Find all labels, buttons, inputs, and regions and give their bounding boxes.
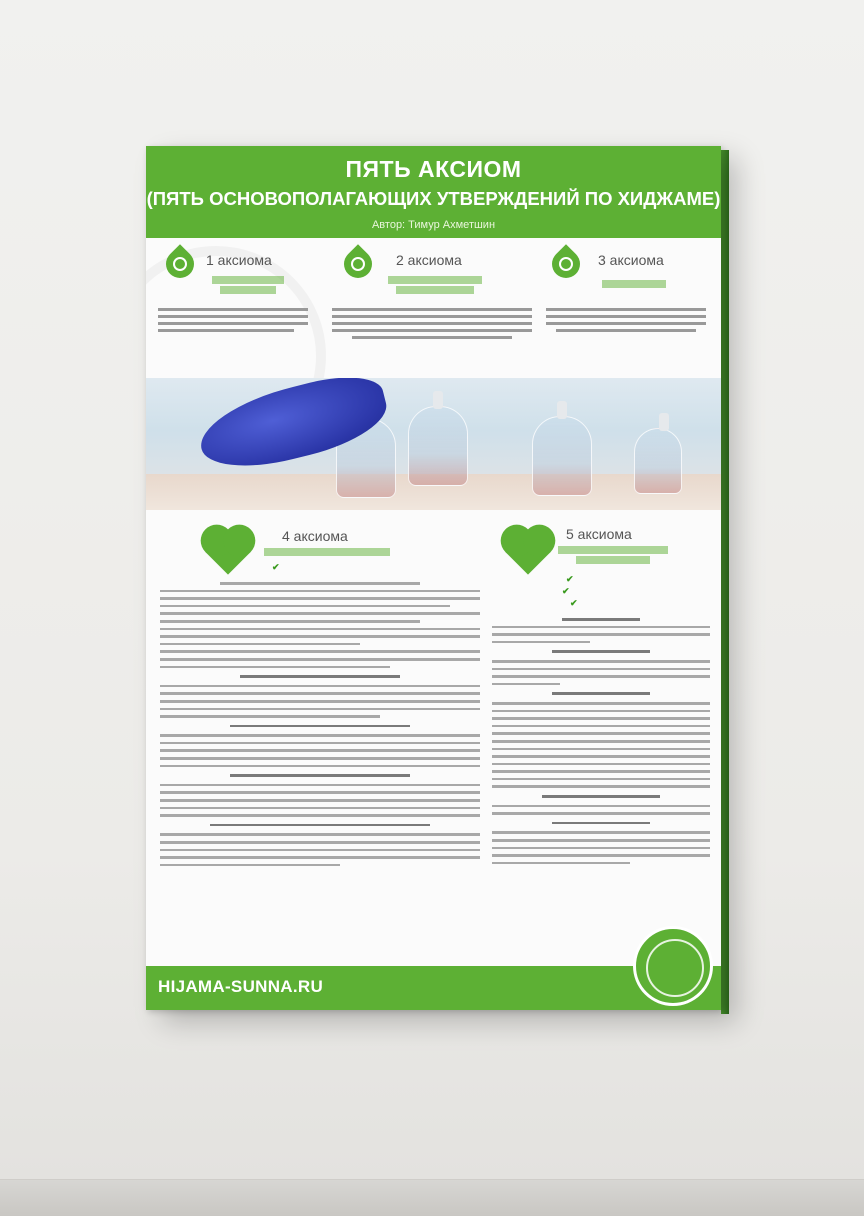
axiom-5-text: [492, 616, 710, 956]
seal-emblem: [633, 926, 713, 1006]
axiom-1-subtitle: [202, 274, 294, 296]
axiom-5-subtitle: [558, 544, 668, 566]
cup-image: [408, 406, 468, 486]
hijama-photo: [146, 378, 721, 510]
axiom-4-subtitle: [264, 546, 390, 558]
poster-author: Автор: Тимур Ахметшин: [371, 219, 496, 231]
cup-image: [634, 428, 682, 494]
check-icon: ✔: [272, 562, 280, 572]
site-url: HIJAMA-SUNNA.RU: [158, 977, 324, 996]
axiom-4-label: 4 аксиома: [282, 528, 348, 544]
axiom-1-label: 1 аксиома: [206, 252, 272, 268]
axiom-2-text: [332, 306, 532, 356]
poster-subtitle: (ПЯТЬ ОСНОВОПОЛАГАЮЩИХ УТВЕРЖДЕНИЙ ПО ХИДЖАМЕ): [146, 188, 721, 209]
heart-cups-icon: [205, 529, 250, 574]
axiom-5-label: 5 аксиома: [566, 526, 632, 542]
cup-image: [532, 416, 592, 496]
axiom-3-subtitle: [594, 278, 674, 290]
drop-icon: [338, 244, 378, 284]
poster-title: ПЯТЬ АКСИОМ: [345, 156, 522, 182]
axiom-3-label: 3 аксиома: [598, 252, 664, 268]
poster-edge: [721, 150, 729, 1014]
drop-icon: [546, 244, 586, 284]
axiom-1-text: [158, 306, 308, 346]
poster-header: [146, 146, 721, 238]
check-icon: ✔: [566, 574, 574, 584]
axiom-4-text: [160, 578, 480, 960]
floor: [0, 1179, 864, 1216]
axiom-2-label: 2 аксиома: [396, 252, 462, 268]
heart-cups-icon: [505, 529, 550, 574]
axiom-3-text: [546, 306, 706, 354]
check-icon: ✔: [570, 598, 578, 608]
check-icon: ✔: [562, 586, 570, 596]
poster: [146, 146, 721, 1010]
axiom-2-subtitle: [382, 274, 488, 296]
